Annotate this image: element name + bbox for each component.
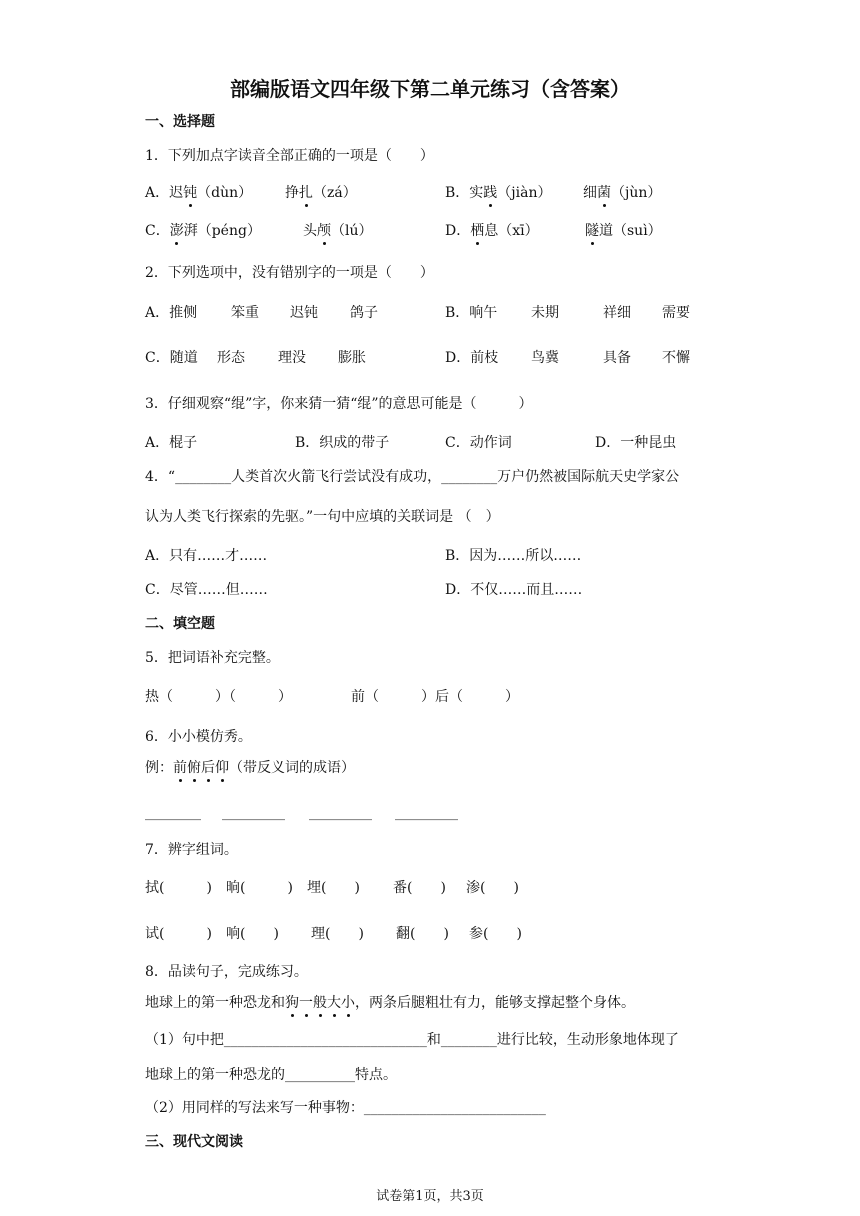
q4-option-d: D．不仅……而且…… bbox=[445, 582, 583, 598]
q2-option-b-1: B．响午 bbox=[445, 305, 498, 321]
q6-example: 例：前俯后仰（带反义词的成语） bbox=[145, 760, 355, 776]
question-4-stem-line1: 4．“________人类首次火箭飞行尝试没有成功，________万户仍然被国际航天史学家公 bbox=[145, 469, 680, 485]
q2-option-d-4: 不懈 bbox=[662, 350, 690, 366]
q2-option-d-2: 鸟冀 bbox=[531, 350, 559, 366]
page-title: 部编版语文四年级下第二单元练习（含答案） bbox=[230, 77, 630, 101]
page-footer: 试卷第1页，共3页 bbox=[376, 1189, 484, 1204]
q2-option-a-3: 迟钝 bbox=[290, 305, 318, 321]
emphasis-dot-char: 栖 bbox=[470, 223, 485, 239]
section-heading-reading: 三、现代文阅读 bbox=[145, 1134, 243, 1150]
q2-option-b-4: 需要 bbox=[662, 305, 690, 321]
emphasis-dot-char: 隧 bbox=[585, 223, 599, 239]
q2-option-b-3: 祥细 bbox=[603, 305, 631, 321]
q3-option-c: C．动作词 bbox=[445, 435, 512, 451]
q4-option-c: C．尽管……但…… bbox=[145, 582, 268, 598]
q3-option-a: A．棍子 bbox=[145, 435, 198, 451]
question-5-stem: 5．把词语补充完整。 bbox=[145, 650, 280, 666]
q6-answer-blank-1: ________ bbox=[145, 805, 201, 821]
q2-option-a-1: A．推侧 bbox=[145, 305, 198, 321]
emphasis-dot-char: 菌 bbox=[597, 185, 611, 201]
q6-answer-blank-4: _________ bbox=[395, 805, 458, 821]
q2-option-a-2: 笨重 bbox=[231, 305, 259, 321]
q8-sub2: （2）用同样的写法来写一种事物：__________________________ bbox=[145, 1100, 546, 1116]
q7-row1-item-1: 拭( ) bbox=[145, 880, 212, 896]
q4-option-a: A．只有……才…… bbox=[145, 548, 268, 564]
question-4-stem-line2: 认为人类飞行探索的先驱。”一句中应填的关联词是 （ ） bbox=[145, 509, 500, 525]
emphasis-dot-char: 俯 bbox=[187, 760, 201, 776]
q5-blank-2: 前（ ）后（ ） bbox=[351, 689, 519, 705]
q1-option-d-2: 隧道（suì） bbox=[585, 223, 662, 239]
question-7-stem: 7．辨字组词。 bbox=[145, 842, 238, 858]
question-3-stem: 3．仔细观察“绲”字，你来猜一猜“绲”的意思可能是（ ） bbox=[145, 396, 533, 412]
question-8-stem: 8．品读句子，完成练习。 bbox=[145, 964, 308, 980]
q5-blank-1: 热（ ）（ ） bbox=[145, 689, 292, 705]
q8-sub1-line2: 地球上的第一种恐龙的__________特点。 bbox=[145, 1067, 397, 1083]
emphasis-dot-char: 前 bbox=[173, 760, 187, 776]
q7-row2-item-4: 翻( ) bbox=[396, 926, 449, 942]
q7-row1-item-3: 埋( ) bbox=[307, 880, 360, 896]
emphasis-dot-char: 澎 bbox=[169, 223, 184, 239]
q6-answer-blank-3: _________ bbox=[309, 805, 372, 821]
q6-answer-blank-2: _________ bbox=[222, 805, 285, 821]
q1-option-c: C．澎湃（péng） bbox=[145, 223, 261, 239]
q7-row1-item-2: 晌( ) bbox=[226, 880, 293, 896]
q7-row2-item-1: 试( ) bbox=[145, 926, 212, 942]
q7-row1-item-5: 渗( ) bbox=[466, 880, 519, 896]
q8-sub1-line1: （1）句中把_____________________________和________进行比较，生动形象地体现了 bbox=[145, 1032, 679, 1048]
q7-row2-item-3: 理( ) bbox=[311, 926, 364, 942]
q1-option-a: A．迟钝（dùn） bbox=[145, 185, 253, 201]
emphasis-dot-char: 般 bbox=[313, 995, 327, 1011]
emphasis-dot-char: 大 bbox=[327, 995, 341, 1011]
emphasis-dot-char: 颅 bbox=[317, 223, 331, 239]
q2-option-c-1: C．随道 bbox=[145, 350, 198, 366]
q3-option-d: D．一种昆虫 bbox=[595, 435, 677, 451]
emphasis-dot-char: 扎 bbox=[299, 185, 313, 201]
q4-option-b: B．因为……所以…… bbox=[445, 548, 582, 564]
emphasis-dot-char: 后 bbox=[201, 760, 215, 776]
q2-option-a-4: 鸽子 bbox=[350, 305, 378, 321]
q2-option-d-1: D．前枝 bbox=[445, 350, 499, 366]
q2-option-d-3: 具备 bbox=[603, 350, 631, 366]
emphasis-dot-char: 小 bbox=[341, 995, 355, 1011]
q7-row1-item-4: 番( ) bbox=[393, 880, 446, 896]
q2-option-c-3: 理没 bbox=[278, 350, 306, 366]
q1-option-d: D．栖息（xī） bbox=[445, 223, 539, 239]
emphasis-dot-char: 一 bbox=[299, 995, 313, 1011]
q1-option-b: B．实践（jiàn） bbox=[445, 185, 552, 201]
q1-option-c-2: 头颅（lú） bbox=[303, 223, 373, 239]
q2-option-c-4: 膨胀 bbox=[338, 350, 366, 366]
question-2-stem: 2．下列选项中，没有错别字的一项是（ ） bbox=[145, 265, 434, 281]
section-heading-fill: 二、填空题 bbox=[145, 616, 215, 632]
q2-option-c-2: 形态 bbox=[217, 350, 245, 366]
q2-option-b-2: 未期 bbox=[531, 305, 559, 321]
question-6-stem: 6．小小模仿秀。 bbox=[145, 729, 252, 745]
emphasis-dot-char: 仰 bbox=[215, 760, 229, 776]
question-1-stem: 1．下列加点字读音全部正确的一项是（ ） bbox=[145, 148, 434, 164]
q7-row2-item-5: 参( ) bbox=[469, 926, 522, 942]
q3-option-b: B．织成的带子 bbox=[295, 435, 390, 451]
q7-row2-item-2: 响( ) bbox=[226, 926, 279, 942]
emphasis-dot-char: 钝 bbox=[183, 185, 198, 201]
q8-sentence: 地球上的第一种恐龙和狗一般大小，两条后腿粗壮有力，能够支撑起整个身体。 bbox=[145, 995, 635, 1011]
q1-option-a-2: 挣扎（zá） bbox=[285, 185, 357, 201]
emphasis-dot-char: 践 bbox=[483, 185, 498, 201]
section-heading-choice: 一、选择题 bbox=[145, 114, 215, 130]
emphasis-dot-char: 狗 bbox=[285, 995, 299, 1011]
q1-option-b-2: 细菌（jùn） bbox=[583, 185, 662, 201]
